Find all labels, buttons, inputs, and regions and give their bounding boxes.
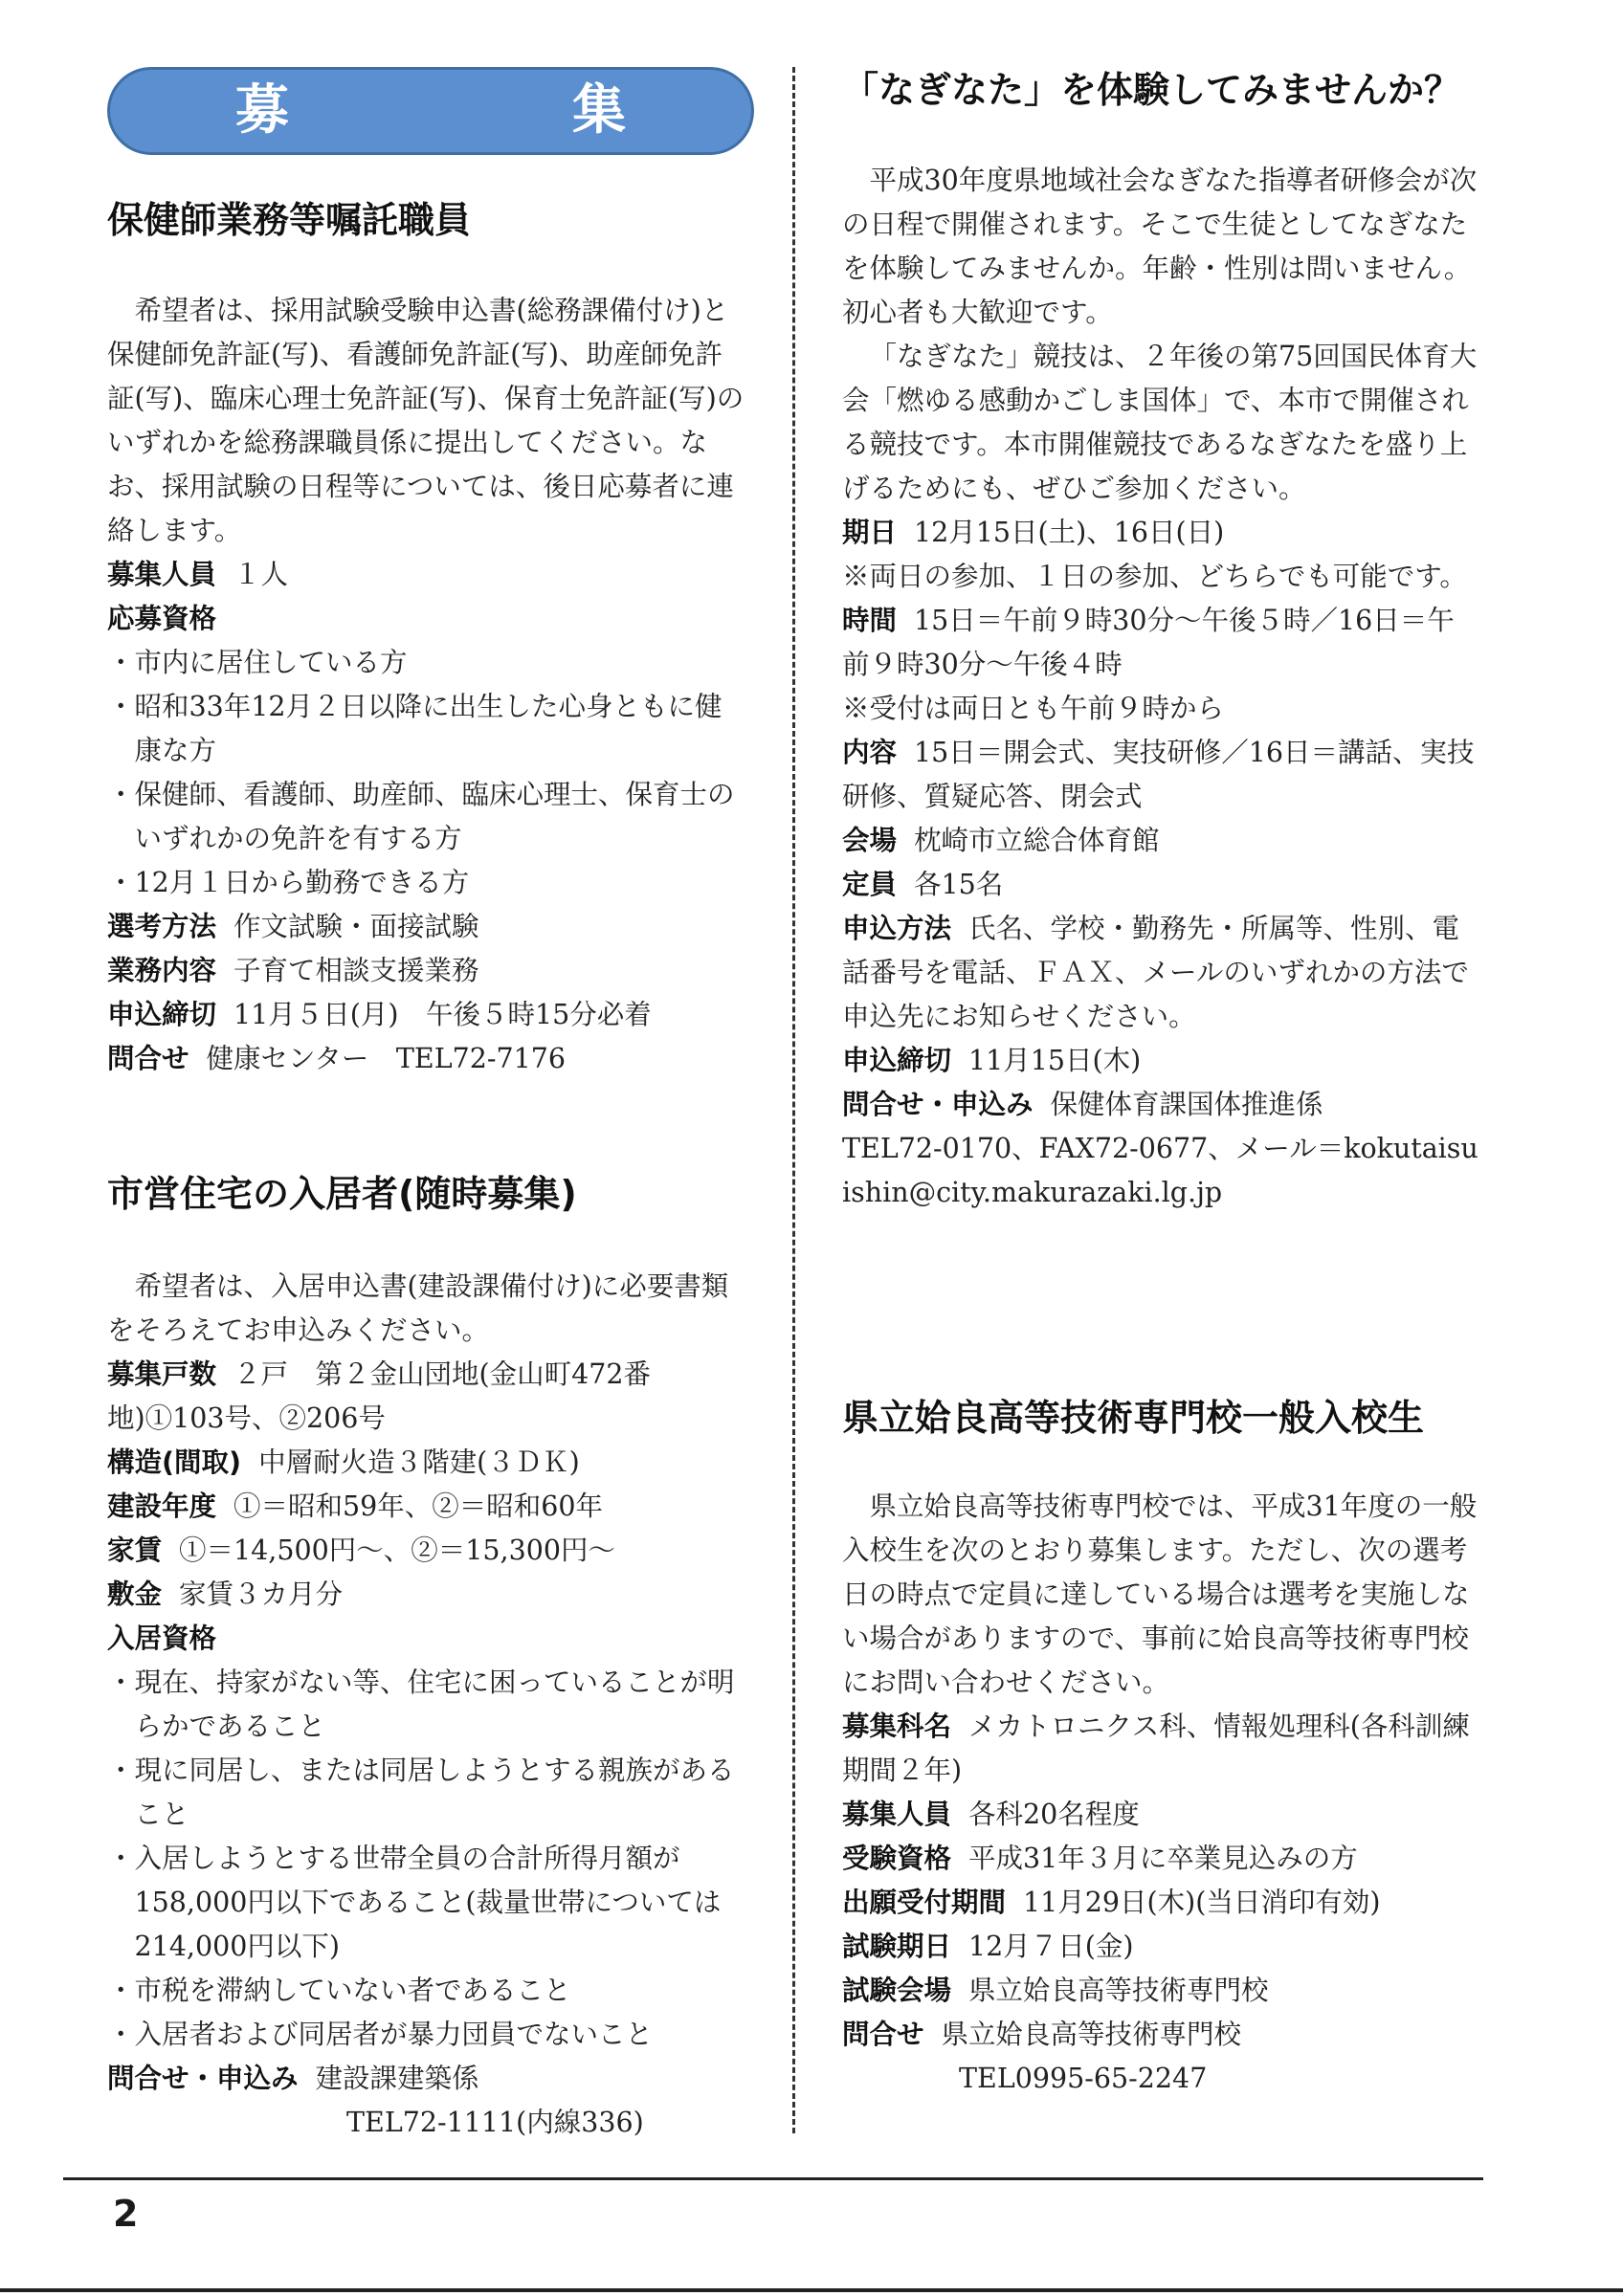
field-row: 受験資格 平成31年３月に卒業見込みの方 bbox=[842, 1843, 1358, 1874]
naginata-intro-2: 「なぎなた」競技は、２年後の第75回国民体育大会「燃ゆる感動かごしま国体」で、本市で開催される競技です。本市開催競技であるなぎなたを盛り上げるためにも、ぜひご参加ください。 bbox=[842, 341, 1478, 504]
field-row: 家賃 ①＝14,500円～、②＝15,300円～ bbox=[107, 1534, 615, 1566]
list-item: ・昭和33年12月２日以降に出生した心身ともに健康な方 bbox=[107, 691, 723, 766]
section-title-shiei: 市営住宅の入居者(随時募集) bbox=[107, 1173, 577, 1215]
contact-row: 問合せ・申込み 建設課建築係 bbox=[107, 2063, 479, 2094]
field-row: 募集人員 各科20名程度 bbox=[842, 1799, 1140, 1830]
shiei-intro: 希望者は、入居申込書(建設課備付け)に必要書類をそろえてお申込みください。 bbox=[107, 1270, 729, 1346]
field-row: 選考方法 作文試験・面接試験 bbox=[107, 911, 479, 942]
field-row: 問合せ 県立姶良高等技術専門校 bbox=[842, 2019, 1242, 2050]
field-row: 出願受付期間 11月29日(木)(当日消印有効) bbox=[842, 1887, 1381, 1918]
section-title-hokenshi: 保健師業務等嘱託職員 bbox=[107, 199, 472, 241]
contact-detail: TEL72-0170、FAX72-0677、メール＝kokutaisuishin@city.makurazaki.lg.jp bbox=[842, 1133, 1478, 1208]
hokenshi-intro: 希望者は、採用試験受験申込書(総務課備付け)と保健師免許証(写)、看護師免許証(写)、助産師免許証(写)、臨床心理士免許証(写)、保育士免許証(写)のいずれかを総務課職員係に提出してください。なお、採用試験の日程等については、後日応募者に連絡します。 bbox=[107, 295, 745, 546]
field-row: 敷金 家賃３カ月分 bbox=[107, 1578, 344, 1610]
field-row: 時間 15日＝午前９時30分～午後５時／16日＝午前９時30分～午後４時 bbox=[842, 605, 1455, 680]
section-title-aira: 県立姶良高等技術専門校一般入校生 bbox=[842, 1397, 1425, 1439]
field-row: 申込締切 11月15日(木) bbox=[842, 1045, 1142, 1076]
list-item: ・保健師、看護師、助産師、臨床心理士、保育士のいずれかの免許を有する方 bbox=[107, 779, 735, 854]
page-number: 2 bbox=[113, 2193, 139, 2235]
aira-intro: 県立姶良高等技術専門校では、平成31年度の一般入校生を次のとおり募集します。ただし、次の選考日の時点で定員に達している場合は選考を実施しない場合がありますので、事前に姶良高等技術専門校にお問い合わせください。 bbox=[842, 1490, 1478, 1698]
column-divider bbox=[792, 67, 795, 2133]
page-bottom-rule bbox=[0, 2288, 1623, 2292]
field-row: 申込締切 11月５日(月) 午後５時15分必着 bbox=[107, 999, 652, 1030]
qual-label: 応募資格 bbox=[107, 603, 217, 634]
list-item: ・現に同居し、または同居しようとする親族があること bbox=[107, 1755, 735, 1830]
naginata-intro-1: 平成30年度県地域社会なぎなた指導者研修会が次の日程で開催されます。そこで生徒としてなぎなたを体験してみませんか。年齢・性別は問いません。初心者も大歓迎です。 bbox=[842, 165, 1478, 328]
field-row: 構造(間取) 中層耐火造３階建(３ＤＫ) bbox=[107, 1446, 580, 1478]
field-row: 募集科名 メカトロニクス科、情報処理科(各科訓練期間２年) bbox=[842, 1711, 1470, 1786]
list-item: ・12月１日から勤務できる方 bbox=[107, 867, 470, 898]
list-item: ・市内に居住している方 bbox=[107, 647, 408, 678]
note: ※両日の参加、１日の参加、どちらでも可能です。 bbox=[842, 561, 1467, 592]
list-item: ・入居しようとする世帯全員の合計所得月額が158,000円以下であること(裁量世帯については214,000円以下) bbox=[107, 1843, 722, 1962]
field-row: 期日 12月15日(土)、16日(日) bbox=[842, 517, 1225, 548]
list-item: ・市税を滞納していない者であること bbox=[107, 1975, 571, 2006]
section-shiei bbox=[107, 1265, 746, 2145]
field-row: 建設年度 ①＝昭和59年、②＝昭和60年 bbox=[107, 1490, 604, 1522]
section-title-naginata: 「なぎなた」を体験してみませんか？ bbox=[842, 69, 1461, 111]
field-row: 内容 15日＝開会式、実技研修／16日＝講話、実技研修、質疑応答、閉会式 bbox=[842, 737, 1475, 812]
field-row: 試験期日 12月７日(金) bbox=[842, 1931, 1134, 1962]
field-row: 試験会場 県立姶良高等技術専門校 bbox=[842, 1975, 1269, 2006]
list-item: ・現在、持家がない等、住宅に困っていることが明らかであること bbox=[107, 1667, 735, 1742]
field-row: 申込方法 氏名、学校・勤務先・所属等、性別、電話番号を電話、ＦＡＸ、メールのいずれかの方法で申込先にお知らせください。 bbox=[842, 913, 1469, 1032]
field-row: 募集戸数 ２戸 第２金山団地(金山町472番地)①103号、②206号 bbox=[107, 1358, 652, 1434]
section-hokenshi bbox=[107, 289, 746, 1081]
recruitment-banner: 募 集 bbox=[107, 67, 754, 155]
section-aira bbox=[842, 1485, 1481, 2101]
field-row: 募集人員 １人 bbox=[107, 559, 289, 590]
contact-tel: TEL0995-65-2247 bbox=[959, 2063, 1208, 2094]
contact-tel: TEL72-1111(内線336) bbox=[346, 2107, 644, 2138]
field-row: 定員 各15名 bbox=[842, 869, 1004, 900]
field-row: 問合せ 健康センター TEL72-7176 bbox=[107, 1043, 567, 1074]
list-item: ・入居者および同居者が暴力団員でないこと bbox=[107, 2019, 654, 2050]
qual-label: 入居資格 bbox=[107, 1623, 217, 1654]
field-row: 会場 枕崎市立総合体育館 bbox=[842, 825, 1160, 856]
contact-row: 問合せ・申込み 保健体育課国体推進係 bbox=[842, 1089, 1323, 1120]
field-row: 業務内容 子育て相談支援業務 bbox=[107, 955, 479, 986]
footer-rule bbox=[63, 2177, 1483, 2180]
section-naginata bbox=[842, 159, 1481, 1215]
note: ※受付は両日とも午前９時から bbox=[842, 693, 1225, 724]
